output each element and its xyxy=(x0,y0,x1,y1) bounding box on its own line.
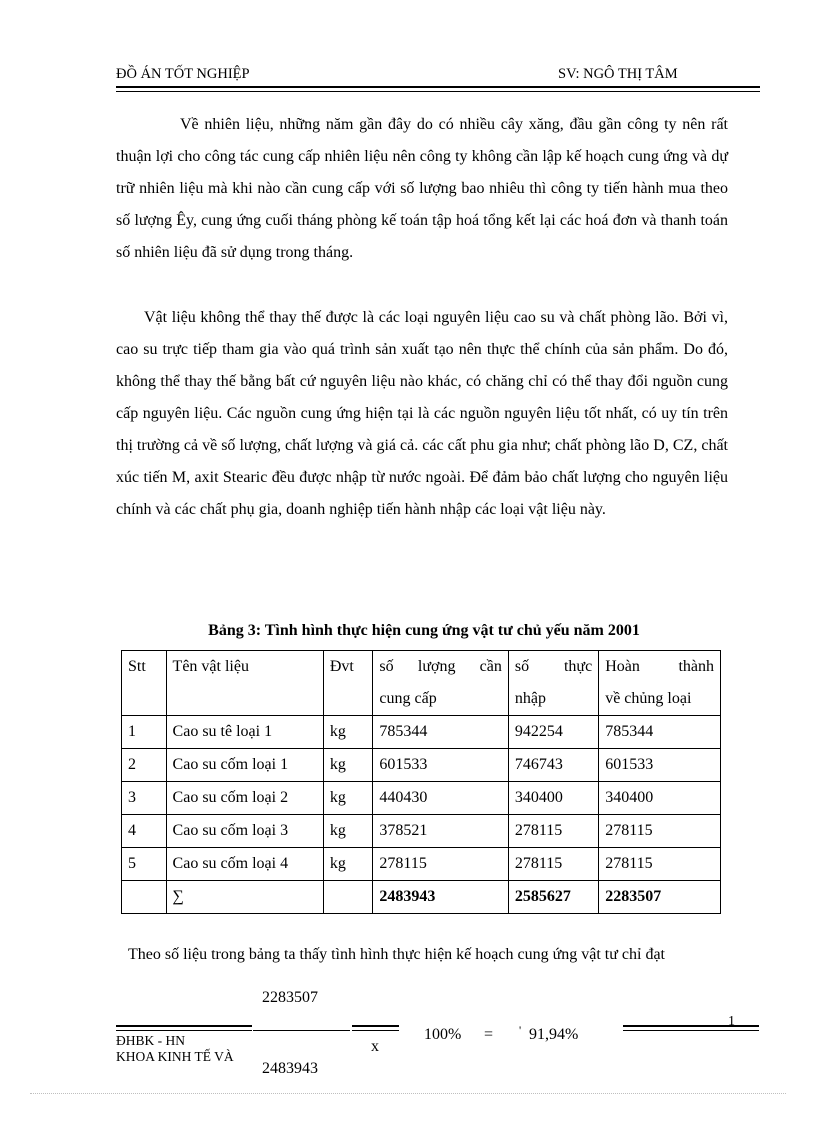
header-actual-word2: thực xyxy=(563,658,593,675)
supply-table xyxy=(121,650,721,914)
table-row xyxy=(122,848,721,881)
paragraph-materials: Vật liệu không thể thay thế được là các loại nguyên liệu cao su và chất phòng lão. Bởi vì, cao su trực tiếp tham gia vào quá trình sản xuất tạo nên thực thể chính của sản phẩm. Do đó, không thể thay thế bằng bất cứ nguyên liệu nào khác, có chăng chỉ có thể thay đổi nguồn cung cấp nguyên liệu. Các nguồn cung ứng hiện tại là các nguồn nguyên liệu tốt nhất, có uy tín trên thị trường cả về số lượng, chất lượng và giá cả. các cất phu gia như; chất phòng lão D, CZ, chất xúc tiến M, axit Stearic đều được nhập từ nước ngoài. Để đảm bảo chất lượng cho nguyên liệu chính và các chất phụ gia, doanh nghiệp tiến hành nhập các loại vật liệu này. xyxy=(116,309,728,518)
footer-rule-thick xyxy=(352,1025,399,1027)
cell-unit: kg xyxy=(323,749,373,782)
cell-name: Cao su tê loại 1 xyxy=(166,716,323,749)
footer-rule-thick xyxy=(116,1025,252,1027)
cell-need: 378521 xyxy=(373,815,508,848)
header-rule-thick xyxy=(116,86,760,88)
cell-done: 601533 xyxy=(599,749,721,782)
cell-actual: 942254 xyxy=(508,716,598,749)
footer-rule-thin xyxy=(352,1030,399,1031)
header-rule-thin xyxy=(116,91,760,92)
cell-need: 440430 xyxy=(373,782,508,815)
header-done-line2: về chủng loại xyxy=(605,690,692,707)
header-actual-line2: nhập xyxy=(514,690,546,707)
formula-times: x xyxy=(371,1038,379,1055)
footer-rule-thin xyxy=(623,1030,759,1031)
table-row xyxy=(122,749,721,782)
cell-stt: 3 xyxy=(122,782,167,815)
cell-total-symbol: ∑ xyxy=(166,881,323,914)
cell-done: 278115 xyxy=(599,848,721,881)
header-need-word1: số xyxy=(379,658,394,675)
header-stt: Stt xyxy=(122,651,167,716)
table-row xyxy=(122,782,721,815)
cell-unit: kg xyxy=(323,716,373,749)
page-number: 1 xyxy=(728,1014,735,1029)
formula-fraction-line xyxy=(253,1030,350,1031)
header-done-word2: thành xyxy=(678,658,714,675)
cell-need: 278115 xyxy=(373,848,508,881)
table-header-row xyxy=(122,651,721,716)
footer-rule-thick xyxy=(623,1025,759,1027)
formula-denominator: 2483943 xyxy=(262,1060,318,1077)
cell-done: 340400 xyxy=(599,782,721,815)
header-need xyxy=(373,651,508,716)
cell-unit: kg xyxy=(323,848,373,881)
cell-unit: kg xyxy=(323,782,373,815)
cell-actual: 278115 xyxy=(508,848,598,881)
cell-total-empty xyxy=(122,881,167,914)
cell-done: 785344 xyxy=(599,716,721,749)
header-right: SV: NGÔ THỊ TÂM xyxy=(558,66,678,82)
cell-need: 785344 xyxy=(373,716,508,749)
cell-total-unit-empty xyxy=(323,881,373,914)
table-row xyxy=(122,716,721,749)
cell-stt: 1 xyxy=(122,716,167,749)
header-done-word1: Hoàn xyxy=(605,658,640,675)
cell-actual: 340400 xyxy=(508,782,598,815)
header-actual xyxy=(508,651,598,716)
footer-university: ĐHBK - HN xyxy=(116,1033,185,1048)
page-bottom-border xyxy=(30,1093,786,1094)
header-need-word3: cần xyxy=(479,658,502,675)
footer-rule-thin xyxy=(116,1030,252,1031)
formula-equals: = xyxy=(484,1026,494,1043)
header-left: ĐỒ ÁN TỐT NGHIỆP xyxy=(116,66,250,82)
cell-unit: kg xyxy=(323,815,373,848)
paragraph-fuel: Về nhiên liệu, những năm gần đây do có nhiều cây xăng, đầu gần công ty nên rất thuận lợi cho công tác cung cấp nhiên liệu nên công ty không cần lập kế hoạch cung ứng và dự trữ nhiên liệu mà khi nào cần cung cấp với số lượng bao nhiêu thì công ty tiến hành mua theo số lượng Êy, cung ứng cuối tháng phòng kế toán tập hoá tổng kết lại các hoá đơn và thanh toán số nhiên liệu đã sử dụng trong tháng. xyxy=(116,116,728,261)
cell-need: 601533 xyxy=(373,749,508,782)
paragraph-conclusion: Theo số liệu trong bảng ta thấy tình hình thực hiện kế hoạch cung ứng vật tư chỉ đạt xyxy=(128,946,665,963)
header-need-word2: lượng xyxy=(417,658,456,675)
header-done xyxy=(599,651,721,716)
table-caption: Bảng 3: Tình hình thực hiện cung ứng vật tư chủ yếu năm 2001 xyxy=(208,622,640,639)
header-actual-word1: số xyxy=(514,658,530,675)
cell-stt: 4 xyxy=(122,815,167,848)
footer-faculty: KHOA KINH TẾ VÀ xyxy=(116,1049,234,1064)
cell-name: Cao su cốm loại 4 xyxy=(166,848,323,881)
cell-name: Cao su cốm loại 3 xyxy=(166,815,323,848)
formula-numerator: 2283507 xyxy=(262,989,318,1006)
header-name: Tên vật liệu xyxy=(166,651,323,716)
formula-result: 91,94% xyxy=(529,1026,579,1043)
header-need-line2: cung cấp xyxy=(379,690,437,707)
formula-tick: ' xyxy=(519,1023,522,1037)
header-unit: Đvt xyxy=(323,651,373,716)
cell-total-actual: 2585627 xyxy=(508,881,598,914)
cell-name: Cao su cốm loại 2 xyxy=(166,782,323,815)
cell-total-done: 2283507 xyxy=(599,881,721,914)
cell-name: Cao su cốm loại 1 xyxy=(166,749,323,782)
cell-stt: 5 xyxy=(122,848,167,881)
cell-done: 278115 xyxy=(599,815,721,848)
formula-percent: 100% xyxy=(424,1026,462,1043)
cell-actual: 278115 xyxy=(508,815,598,848)
cell-total-need: 2483943 xyxy=(373,881,508,914)
table-row xyxy=(122,815,721,848)
cell-actual: 746743 xyxy=(508,749,598,782)
table-total-row xyxy=(122,881,721,914)
cell-stt: 2 xyxy=(122,749,167,782)
